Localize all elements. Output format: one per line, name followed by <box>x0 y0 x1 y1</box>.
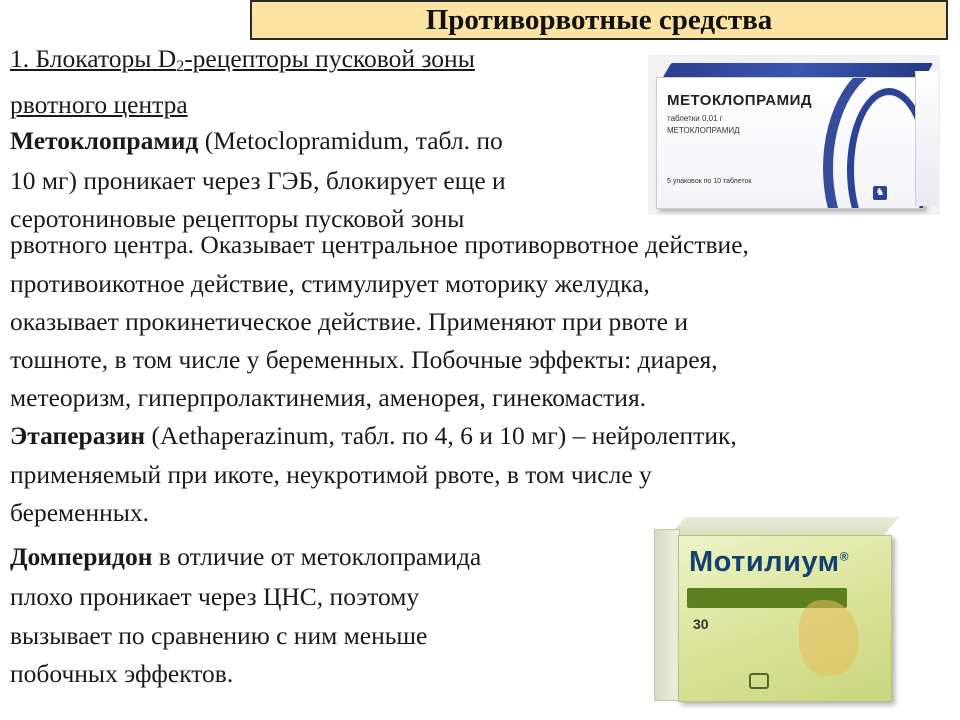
domperidone-line2: плохо проникает через ЦНС, поэтому <box>10 582 420 611</box>
title-bar <box>250 0 948 40</box>
motilium-brand-text: Мотилиум <box>689 546 840 578</box>
motilium-brand-name <box>689 546 849 579</box>
metoclopramide-package-image <box>648 55 940 215</box>
package-brand-name: МЕТОКЛОПРАМИД <box>667 92 813 109</box>
metoclopramide-latin: (Metoclopramidum, табл. по <box>198 126 503 155</box>
package-front <box>656 77 924 209</box>
stomach-illustration-icon <box>799 600 859 676</box>
manufacturer-logo-icon: ♞ <box>873 186 887 200</box>
domperidone-name: Домперидон <box>10 542 153 571</box>
package-side <box>915 71 938 206</box>
etaperazine-latin: (Aethaperazinum, табл. по 4, 6 и 10 мг) – нейролептик, <box>145 421 737 450</box>
metoclopramide-line7: тошноте, в том числе у беременных. Побочные эффекты: диарея, <box>10 345 718 374</box>
motilium-package-front <box>678 535 892 702</box>
metoclopramide-line4: рвотного центра. Оказывает центральное противорвотное действие, <box>10 230 749 259</box>
metoclopramide-line6: оказывает прокинетическое действие. Применяют при рвоте и <box>10 307 688 336</box>
motilium-logo-icon <box>749 673 769 689</box>
metoclopramide-line3: серотониновые рецепторы пусковой зоны <box>10 204 465 233</box>
motilium-tablet-count: 30 <box>693 616 709 632</box>
metoclopramide-line8: метеоризм, гиперпролактинемия, аменорея, гинекомастия. <box>10 383 647 412</box>
etaperazine-line3: беременных. <box>10 498 150 527</box>
metoclopramide-name: Метоклопрамид <box>10 126 199 155</box>
etaperazine-line2: применяемый при икоте, неукротимой рвоте, в том числе у <box>10 460 652 489</box>
etaperazine-name: Этаперазин <box>10 421 146 450</box>
domperidone-line1 <box>10 538 481 575</box>
metoclopramide-line5: противоикотное действие, стимулирует моторику желудка, <box>10 269 650 298</box>
package-count-text: 5 упаковок по 10 таблеток <box>667 178 752 185</box>
metoclopramide-line2: 10 мг) проникает через ГЭБ, блокирует еще и <box>10 166 506 195</box>
slide-title: Противорвотные средства <box>425 4 773 36</box>
domperidone-text: в отличие от метоклопрамида <box>152 542 482 571</box>
motilium-package-image <box>650 515 896 715</box>
section-heading-suffix: -рецепторы пусковой зоны <box>184 44 475 73</box>
motilium-package-side <box>654 529 680 701</box>
registered-mark: ® <box>839 549 849 564</box>
package-substance-text: МЕТОКЛОПРАМИД <box>667 126 740 135</box>
package-dose-text: таблетки 0,01 г <box>667 114 723 123</box>
section-heading-subscript: 2 <box>176 58 185 75</box>
section-heading-prefix: 1. Блокаторы D <box>10 44 177 73</box>
section-heading-line2: рвотного центра <box>10 90 188 119</box>
domperidone-line4: побочных эффектов. <box>10 659 234 688</box>
metoclopramide-line1 <box>10 122 503 159</box>
domperidone-line3: вызывает по сравнению с ним меньше <box>10 621 428 650</box>
section-heading-line1 <box>10 40 475 77</box>
etaperazine-line1 <box>10 417 737 454</box>
